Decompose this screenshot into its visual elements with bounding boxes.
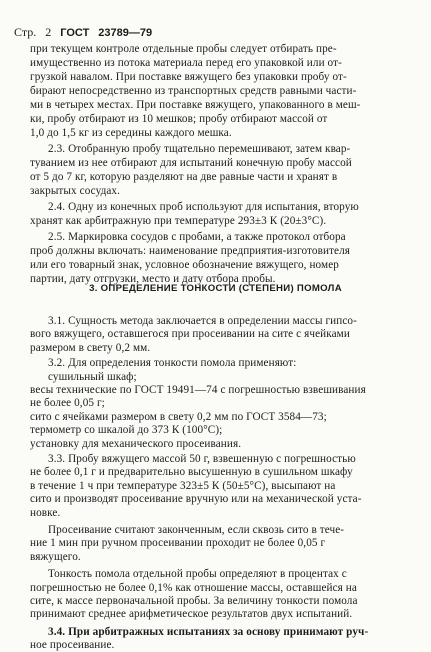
- text-line: при текущем контроле отдельные пробы следует отбирать пре-: [30, 43, 337, 55]
- text-line: термометр со шкалой до 373 К (100°С);: [30, 424, 223, 437]
- text-line: новке.: [30, 506, 61, 519]
- text-line: вяжущего.: [30, 550, 81, 563]
- section-heading: 3. ОПРЕДЕЛЕНИЕ ТОНКОСТИ (СТЕПЕНИ) ПОМОЛА: [89, 283, 342, 294]
- text-line: или его товарный знак, условное обозначение вяжущего, номер: [30, 259, 339, 271]
- standard-label: ГОСТ: [60, 27, 90, 39]
- text-line: закрытых сосудах.: [30, 185, 121, 197]
- text-line: вого вяжущего, оставшегося при просеивании на сите с ячейками: [30, 328, 350, 341]
- text-line: не более 0,1 г и предварительно высушенную в сушильном шкафу: [30, 466, 353, 479]
- text-line: ное просеивание.: [30, 639, 115, 652]
- text-line: в течение 1 ч при температуре 323±5 К (50±5°С), высыпают на: [30, 479, 336, 492]
- text-line: грузкой навалом. При поставке вяжущего без упаковки пробу от-: [30, 71, 347, 83]
- text-line: от 5 до 7 кг, которую разделяют на две равные части и хранят в: [30, 171, 338, 183]
- text-line: сито и производят просеивание вручную или на механической уста-: [30, 493, 362, 506]
- text-line: установку для механического просеивания.: [30, 437, 242, 450]
- standard-number: 23789—79: [98, 27, 153, 39]
- text-line: 3.4. При арбитражных испытаниях за основу принимают руч-: [48, 625, 369, 638]
- page-label: Стр.: [14, 25, 37, 39]
- text-line: 3.2. Для определения тонкости помола применяют:: [48, 357, 297, 370]
- text-line: проб должны включать: наименование предприятия-изготовителя: [30, 245, 351, 257]
- text-line: 3.1. Сущность метода заключается в определении массы гипсо-: [48, 315, 357, 327]
- text-line: Тонкость помола отдельной пробы определяют в процентах с: [48, 568, 347, 581]
- text-line: 2.3. Отобранную пробу тщательно перемешивают, затем квар-: [48, 143, 351, 155]
- text-line: принимают среднее арифметическое результатов двух испытаний.: [30, 608, 353, 621]
- text-line: 1,0 до 1,5 кг из середины каждого мешка.: [30, 127, 232, 139]
- text-line: бирают непосредственно из транспортных средств равными части-: [30, 85, 357, 97]
- page-header: [14, 25, 158, 40]
- text-line: погрешностью не более 0,1% как отношение массы, оставшейся на: [30, 581, 357, 594]
- text-line: не более 0,05 г;: [30, 397, 105, 410]
- text-line: ки, пробу отбирают из 10 мешков; пробу отбирают массой от: [30, 113, 328, 125]
- text-line: 2.4. Одну из конечных проб используют для испытания, вторую: [48, 201, 359, 213]
- text-line: размером в свету 0,2 мм.: [30, 341, 151, 354]
- text-line: сушильный шкаф;: [48, 370, 137, 383]
- text-line: ми в четырех местах. При поставке вяжущего, упакованного в меш-: [30, 99, 361, 111]
- text-line: 3.3. Пробу вяжущего массой 50 г, взвешенную с погрешностью: [48, 453, 356, 465]
- text-line: имущественно из потока материала перед его упаковкой или от-: [30, 57, 342, 69]
- text-line: партии, дату отгрузки, место и дату отбора пробы.: [30, 273, 276, 285]
- text-line: весы технические по ГОСТ 19491—74 с погрешностью взвешивания: [30, 384, 366, 396]
- text-line: 2.5. Маркировка сосудов с пробами, а также протокол отбора: [48, 231, 346, 243]
- text-line: ние 1 мин при ручном просеивании проходит не более 0,05 г: [30, 537, 326, 550]
- text-line: сите, к массе первоначальной пробы. За величину тонкости помола: [30, 595, 358, 607]
- text-line: туванием из нее отбирают для испытаний конечную пробу массой: [30, 157, 352, 169]
- text-line: хранят как арбитражную при температуре 293±3 К (20±3°С).: [30, 215, 327, 227]
- page-number: 2: [45, 25, 52, 39]
- text-line: сито с ячейками размером в свету 0,2 мм по ГОСТ 3584—73;: [30, 410, 327, 423]
- text-line: Просеивание считают законченным, если сквозь сито в тече-: [48, 524, 345, 536]
